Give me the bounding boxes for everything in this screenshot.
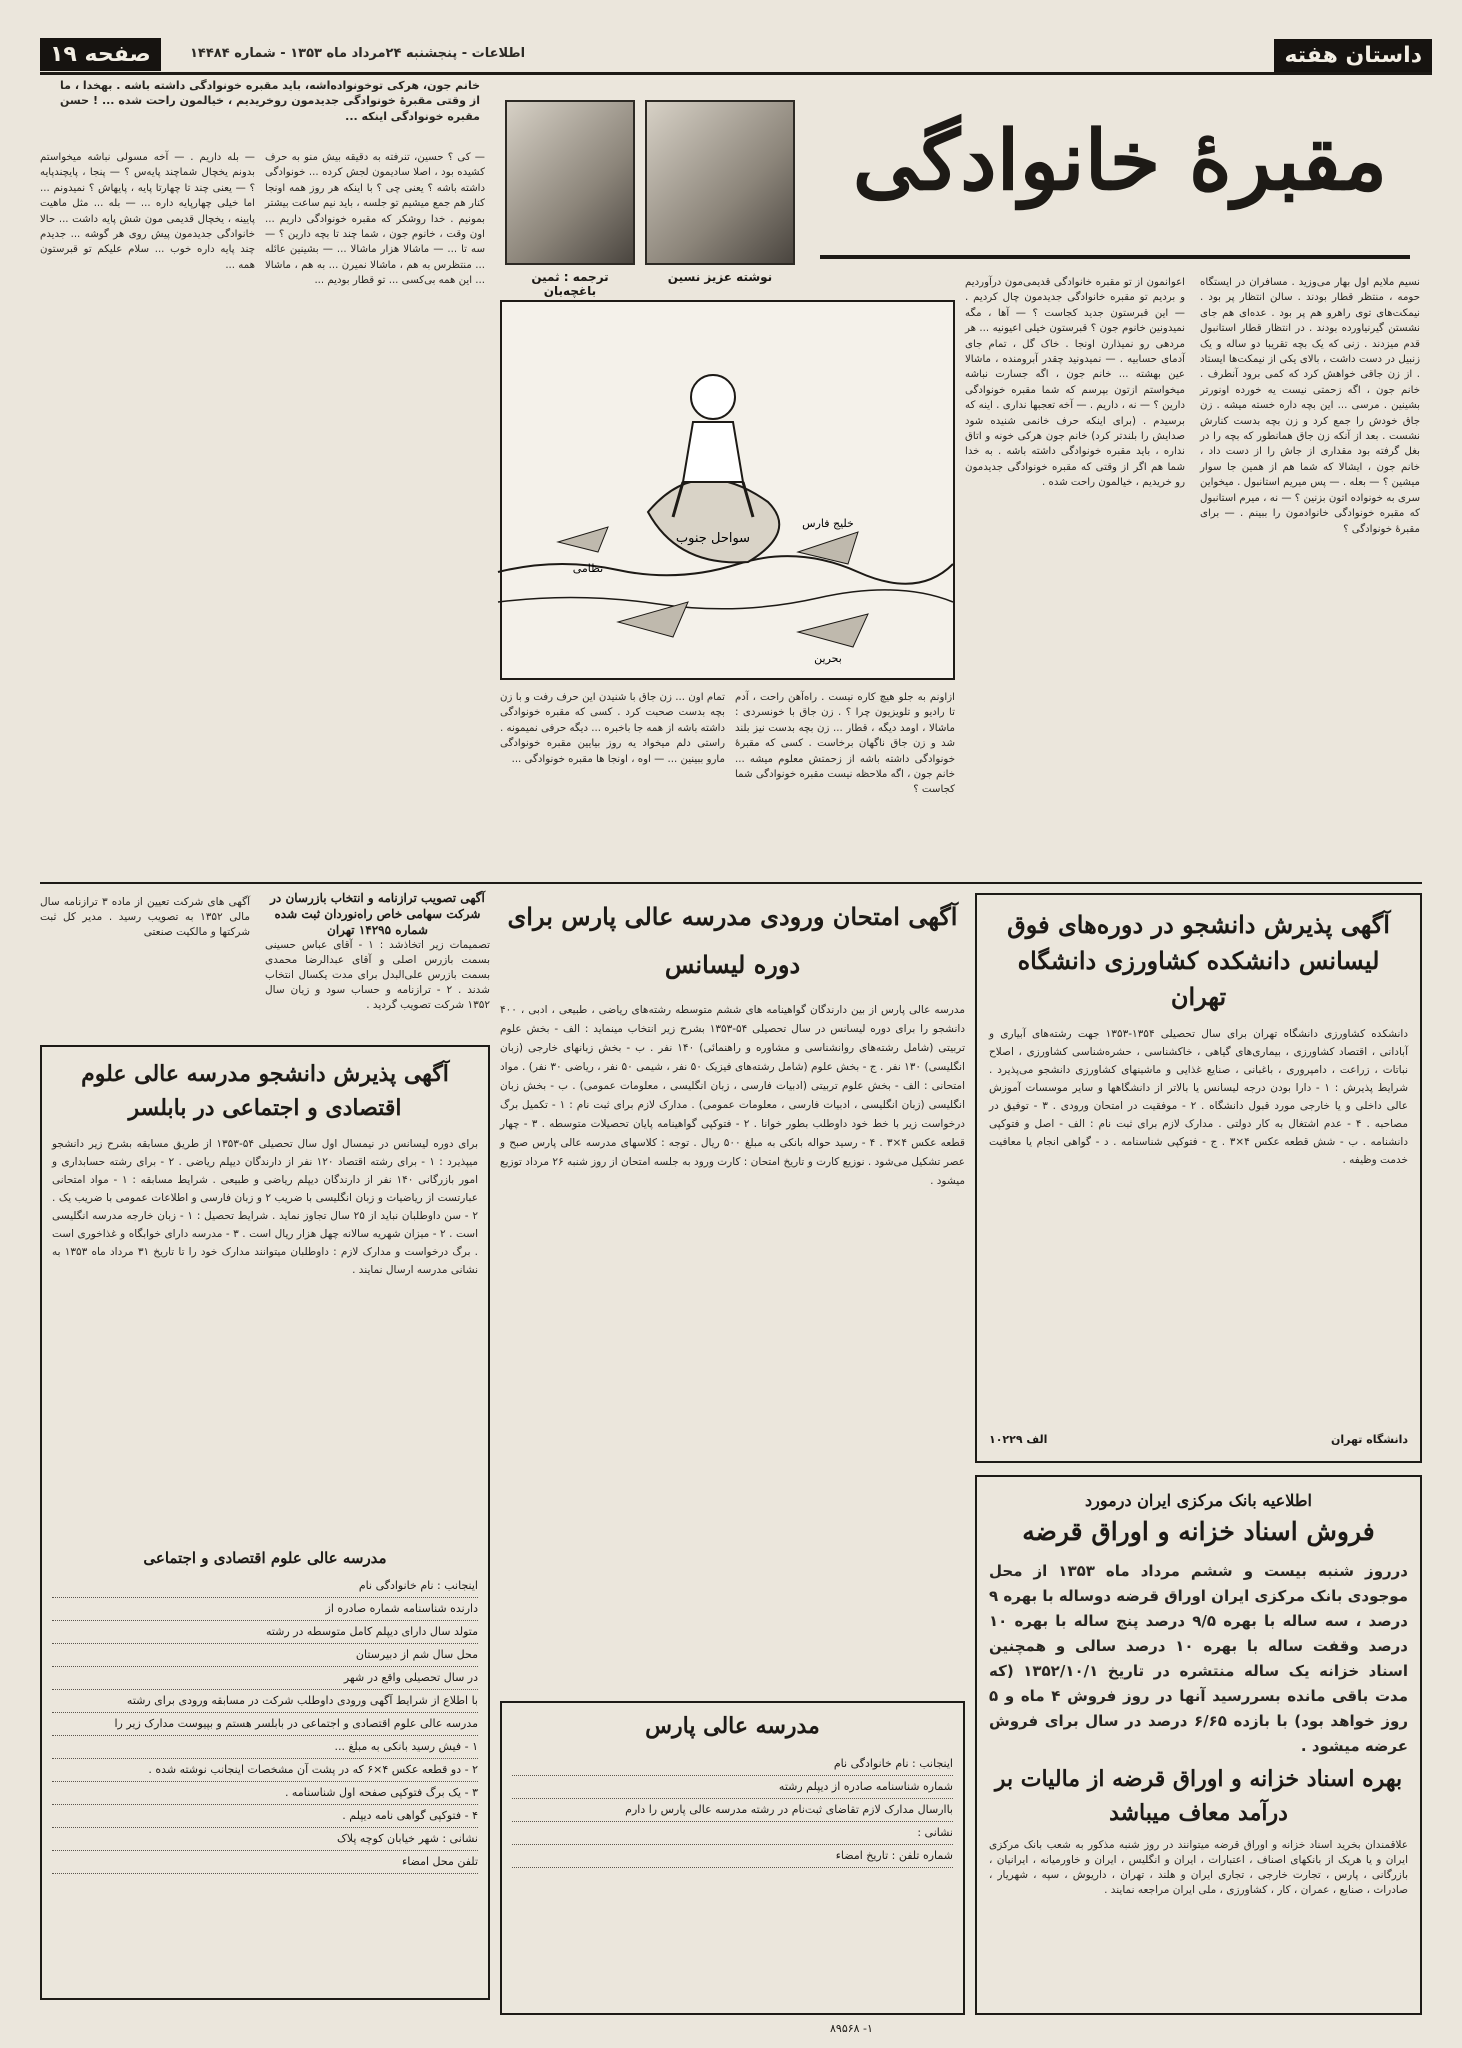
bank-ad-head: اطلاعیه بانک مرکزی ایران درمورد (1085, 1491, 1312, 1510)
page-header (40, 38, 1432, 72)
babol-ad-title: آگهی پذیرش دانشجو مدرسه عالی علوم اقتصادی و اجتماعی در بابلسر (81, 1061, 449, 1121)
bank-ad-body: درروز شنبه بیست و ششم مرداد ماه ۱۳۵۳ از محل موجودی بانک مرکزی ایران اوراق قرضه دوساله با بهره ۹ درصد ، سه ساله با بهره ۹/۵ درصد پنج ساله با بهره ۱۰ درصد وقفت ساله با بهره ۱۰ درصد سالی و همچنین اسناد خزانه یک ساله منتشره در تاریخ ۱۳۵۲/۱۰/۱ (که مدت باقی مانده بسررسید آنها در روز فروش ۴ ماه و ۵ روز خواهد بود) با بازده ۶/۶۵ درصد در سال برای فروش عرضه میشود . (989, 1562, 1408, 1755)
translator-photo (505, 100, 635, 265)
pars-form-row: شماره شناسنامه صادره از دیپلم رشته (512, 1776, 953, 1799)
babol-form-row: تلفن محل امضاء (52, 1851, 478, 1874)
story-bottom-rule (40, 882, 1422, 884)
babol-admission-ad (40, 1045, 490, 2000)
pars-ad-body: مدرسه عالی پارس از بین دارندگان گواهینامه های ششم متوسطه رشته‌های ریاضی ، طبیعی ، ادبی ، ۴۰۰ دانشجو را برای دوره لیسانس در سال تحصیلی ۵۴-۱۳۵۳ بشرح زیر انتخاب مینماید : الف - بخش علوم تربیتی (شامل رشته‌های روانشناسی و مشاوره و راهنمائی) ۱۴۰ نفر . ب - بخش زبانهای خارجی (زبان انگلیسی) ۱۳۰ نفر . ج - بخش علوم (شامل رشته‌های فیزیک ۵۰ نفر ، شیمی ۵۰ نفر ، ریاضی ۳۰ نفر) . مواد امتحانی : الف - بخش علوم تربیتی (ادبیات فارسی ، زبان انگلیسی ، معلومات عمومی) . ب - بخش زبان انگلیسی (زبان انگلیسی ، ادبیات فارسی ، معلومات عمومی) . مدارک لازم برای ثبت نام : ۱ - تکمیل برگ درخواست زیر با خط خود داوطلب بطور خوانا . ۲ - فتوکپی گواهینامه پایان تحصیلات متوسطه . ۳ - چهار قطعه عکس ۴×۳ . ۴ - رسید حواله بانکی به مبلغ ۵۰۰ ریال . توجه : کلاسهای مدرسه عالی پارس صبح و عصر تشکیل می‌شود . نوزیع کارت و تاریخ امتحان : کارت ورود به جلسه امتحان از روز شنبه ۲۶ مرداد توزیع میشود . (500, 1004, 966, 1187)
page-number: صفحه ۱۹ (40, 38, 161, 71)
story-intro: خانم جون، هرکی توخونواده‌اشه، باید مقبره خونوادگی داشته باشه . بهخدا ، ما از وقتی مقبرهٔ خونوادگی جدیدمون روخریدیم ، خیالمون راحت شده ... ! حسن مقبره خونوادگی اینکه ... (60, 79, 480, 123)
babol-form-row: ۳ - یک برگ فتوکپی صفحه اول شناسنامه . (52, 1782, 478, 1805)
babol-form-row: محل سال شم از دبیرستان (52, 1644, 478, 1667)
tehran-ad-body: دانشکده کشاورزی دانشگاه تهران برای سال تحصیلی ۱۳۵۴-۱۳۵۳ جهت رشته‌های آبیاری و آبادانی ، اقتصاد کشاورزی ، بیماری‌های گیاهی ، خاکشناسی ، حشره‌شناسی کشاورزی ، اصلاح نباتات ، زراعت ، دامپروری ، باغبانی ، صنایع غذایی و ماشینهای کشاورزی دانشجو می‌پذیرد . شرایط پذیرش : ۱ - دارا بودن درجه لیسانس یا بالاتر از دانشگاهها و سایر موسسات آموزش عالی داخلی و یا خارجی مورد قبول دانشگاه . ۲ - موفقیت در امتحان ورودی . ۳ - توفیق در مصاحبه . ۴ - عدم اشتغال به کار دولتی . مدارک لازم برای ثبت نام : الف - اصل و فتوکپی دانشنامه . ب - شش قطعه عکس ۴×۳ . ج - فتوکپی شناسنامه . د - گواهی انجام یا معافیت خدمت وظیفه . (989, 1028, 1408, 1166)
bottom-code: ۱- ۸۹۵۶۸ (830, 2022, 873, 2035)
story-column-3: — کی ؟ حسین، تنرفته به دقیقه بیش منو به حرف کشیده بود ، اصلا سادیمون لجش کرده ... خونوادگی داشته باشه ؟ یعنی چی ؟ با اینکه هر روز همه اونجا کنار هم جمع میشیم تو جلسه ، باید نیم ساعت بیشتر بمونیم . خدا روشکر که مقبره خونوادگی داریم ... اون وقت ، خانوم جون ، شما چند تا بچه دارین ؟ — سه تا ... — ماشالا هزار ماشالا ... — بشینین عائله ... منتظرس به هم ، ماشالا نمیرن ... به هم ، ماشالا ... این همه بی‌کسی ... تو قطار بودیم ... (265, 152, 485, 287)
babol-form-row: با اطلاع از شرایط آگهی ورودی داوطلب شرکت در مسابقه ورودی برای رشته (52, 1690, 478, 1713)
pars-form-title: مدرسه عالی پارس (645, 1713, 820, 1739)
babol-form-row: ۴ - فتوکپی گواهی نامه دیپلم . (52, 1805, 478, 1828)
babol-form-row: اینجانب : نام خانوادگی نام (52, 1575, 478, 1598)
pars-form-row: باارسال مدارک لازم تقاضای ثبت‌نام در رشته مدرسه عالی پارس را دارم (512, 1799, 953, 1822)
tehran-ad-sign: دانشگاه تهران (1331, 1433, 1408, 1446)
author-caption: نوشته عزیز نسین (667, 270, 773, 284)
bank-ad-title-2: بهره اسناد خزانه و اوراق قرضه از مالیات بر درآمد معاف میباشد (994, 1766, 1403, 1826)
pars-form-row: شماره تلفن : تاریخ امضاء (512, 1845, 953, 1868)
tehran-ad-ref: الف ۱۰۲۲۹ (989, 1433, 1048, 1446)
tehran-admission-ad (975, 893, 1422, 1463)
babol-form-row: مدرسه عالی علوم اقتصادی و اجتماعی در بابلسر هستم و بپیوست مدارک زیر را (52, 1713, 478, 1736)
pars-ad-title: آگهی امتحان ورودی مدرسه عالی پارس برای دوره لیسانس (507, 902, 958, 979)
babol-form-row: متولد سال دارای دیپلم کامل متوسطه در رشته (52, 1621, 478, 1644)
babol-form-row: ۲ - دو قطعه عکس ۴×۶ که در پشت آن مشخصات اینجانب نوشته شده . (52, 1759, 478, 1782)
notice-company-title: آگهی تصویب ترازنامه و انتخاب بازرسان در شرکت سهامی خاص راه‌نوردان ثبت شده شماره ۱۴۲۹۵ تهران (270, 891, 485, 937)
tehran-ad-title: آگهی پذیرش دانشجو در دوره‌های فوق لیسانس دانشکده کشاورزی دانشگاه تهران (1007, 910, 1390, 1011)
story-column-4: — بله داریم . — آخه مسولی نباشه میخواستم بدونم یخچال شماچند پایه‌س ؟ — پنجا ، پایچندپایه ؟ — یعنی چند تا چهارتا پایه ، پایهاش ؟ نمیدونم ... اما خیلی چهارپایه داره ... — بله ... مثل ماهیت پایینه ، یخچال قدیمی مون شش پایه داشت ... حالا خانوادگی جدیدمون پیش روی هر گوشه ... جدیدم چند پایه داره خوب ... سلام علیکم تو قبرستون همه ... (40, 152, 255, 271)
story-column-5: ازاونم به جلو هیچ کاره نیست . راه‌آهن راحت ، آدم تا رادیو و تلویزیون چرا ؟ . زن جاق با خونسردی : ماشالا ، اومد دیگه ، قطار ... زن بچه بدست نیز بلند شد و زن جاق ناگهان برخاست . کسی که مقبرهٔ خونوادگی داشته باشه از زحمتش معلوم میشه ... خانم جون ، اگه ملاحظه نیست مقبره خونوادگی شما کجاست ؟ (735, 692, 955, 796)
issue-meta: اطلاعات - پنجشنبه ۲۴مرداد ماه ۱۳۵۳ - شماره ۱۴۴۸۴ (190, 46, 526, 61)
babol-form-row: در سال تحصیلی واقع در شهر (52, 1667, 478, 1690)
babol-form-row: نشانی : شهر خیابان کوچه پلاک (52, 1828, 478, 1851)
story-column-1: نسیم ملایم اول بهار می‌وزید . مسافران در ایستگاه حومه ، منتظر قطار بودند . سالن انتظار پر بود . نیمکت‌های توی راهرو هم پر بود . عده‌ای هم جای نشستن گیرنیاورده بودند . در انتظار قطار استانبول قدم میزدند . زنی که یک بچه تقریبا دو ساله و یک زنبیل در دست داشت ، بالای یکی از نیمکت‌ها ایستاد . از زن جاقی خواهش کرد که کمی برود آنطرف . خانم جون ، اگه زحمتی نیست یه خورده اونورتر بشینین . مرسی ... این بچه داره خسته میشه . زن جاق خودش را جمع کرد و زن بچه بدست کنارش نشست . بعد از آنکه زن جاق همانطور که بچه را در بغل گرفته بود مقداری از جاش را از دست داد ، خانم جون ، ایشالا که شما هم از همین جا سوار میشین ؟ — بعله . — پس میریم استانبول . میخواین سری به خونواده اتون بزنین ؟ — نه ، میرم استانبول که مقبره خونوادگی خانوادمون را ببینم . — برای مقبرهٔ خونوادگی ؟ (1200, 277, 1420, 535)
translator-caption: ترجمه : ثمین باغچه‌بان (531, 270, 609, 298)
bank-ad-title: فروش اسناد خزانه و اوراق قرضه (1022, 1517, 1375, 1546)
story-column-6: تمام اون ... زن جاق با شنیدن این حرف رفت و با زن بچه بدست صحبت کرد . کسی که مقبره خونوادگی داشته باشه از همه جا باخبره ... دیگه حرفی نمیمونه . راستی دلم میخواد یه روز بیایین مقبره خونوادگی مارو ببینین ... — اوه ، اونجا ها مقبره خونوادگی ... (500, 692, 725, 765)
notice-company (265, 890, 490, 1011)
section-label: داستان هفته (1274, 39, 1432, 72)
cartoon-label: نظامی (572, 562, 604, 575)
title-rule (820, 255, 1410, 259)
pars-form-row: اینجانب : نام خانوادگی نام (512, 1753, 953, 1776)
story-column-2: اعوانمون از تو مقبره خانوادگی قدیمی‌مون درآوردیم و بردیم تو مقبره خانوادگی جدیدمون چال کردیم . — این قبرستون جدید کجاست ؟ — آها ، مگه نمیدونین خانوم جون ؟ قبرستون خیلی اعیونیه ... هر مردهی رو نمیذارن اونجا . خاک گل ، تمام جای آدمای حسابیه . — نمیدونید چقدر آبرومنده ، ماشالا عین بهشته ... خانم جون ، اگه جسارت نباشه میخواستم ازتون بپرسم که شما مقبره خونوادگی دارین ؟ — نه ، داریم . — آخه تعجبها نداری . اینه که برسیدم . (برای اینکه حرف خانمی شنیده شود صدایش را بلندتر کرد) خانم جون هرکی خونه و اتاق نداره ، باید مقبره خونوادگی داشته باشه . به خدا شما هم اگر از وقتی که مقبره خونوادگی جدیدمون رو خریدیم ، خیالمون راحت شده . (965, 277, 1185, 489)
central-bank-ad (975, 1475, 1422, 2015)
notice-company-body: تصمیمات زیر اتخاذشد : ۱ - آقای عباس حسینی بسمت بازرس اصلی و آقای عبدالرضا محمدی بسمت بازرس علی‌البدل برای مدت یکسال انتخاب شدند . ۲ - ترازنامه و حساب سود و زیان سال ۱۳۵۲ شرکت تصویب گردید . (265, 939, 490, 1011)
pars-form-row: نشانی : (512, 1822, 953, 1845)
babol-form-row: دارنده شناسنامه شماره صادره از (52, 1598, 478, 1621)
story-title: مقبرهٔ خانوادگی (852, 113, 1388, 209)
babol-ad-body: برای دوره لیسانس در نیمسال اول سال تحصیلی ۵۴-۱۳۵۳ از طریق مسابقه بشرح زیر دانشجو میپذیرد : ۱ - برای رشته اقتصاد ۱۲۰ نفر از دارندگان دیپلم ریاضی . ۲ - برای رشته حسابداری و امور بازرگانی ۱۴۰ نفر از دارندگان دیپلم ریاضی و طبیعی . شرایط مسابقه : ۱ - مواد امتحانی عبارتست از ریاضیات و زبان انگلیسی با ضریب ۲ و زبان فارسی و اطلاعات عمومی با ضریب یک . ۲ - سن داوطلبان نباید از ۲۵ سال تجاوز نماید . شرایط تحصیل : ۱ - زبان خارجه مدرسه انگلیسی است . ۲ - میزان شهریه سالانه چهل هزار ریال است . ۳ - مدرسه دارای خوابگاه و غذاخوری است . برگ درخواست و مدارک لازم : داوطلبان میتوانند مدارک خود را تا تاریخ ۳۱ مرداد ماه ۱۳۵۳ به نشانی مدرسه ارسال نمایند . (52, 1138, 479, 1276)
bank-ad-footer: علاقمندان بخرید اسناد خزانه و اوراق قرضه میتوانند در روز شنبه مذکور به شعب بانک مرکزی ایران و یا هریک از بانکهای اصناف ، اعتبارات ، ایران و انگلیس ، ایران و خاورمیانه ، ایرانیان ، بازرگانی ، پارس ، تجارت خارجی ، تجاری ایران و هلند ، تهران ، داریوش ، سپه ، شهریار ، صادرات ، صنایع ، عمران ، کار ، کشاورزی ، ملی ایران مراجعه نمایند . (989, 1839, 1408, 1896)
cartoon-label: خلیج فارس (802, 517, 854, 530)
cartoon-drawing (498, 302, 953, 682)
babol-form-row: ۱ - فیش رسید بانکی به مبلغ ... (52, 1736, 478, 1759)
cartoon (500, 300, 955, 680)
author-photo (645, 100, 795, 265)
cartoon-label: بحرین (814, 652, 842, 665)
pars-admission-ad (500, 893, 965, 2018)
notice-registry: آگهی های شرکت تعیین از ماده ۳ ترازنامه سال مالی ۱۳۵۲ به تصویب رسید . مدیر کل ثبت شرکتها و مالکیت صنعتی (40, 896, 250, 938)
header-rule (40, 72, 1432, 75)
pars-form (500, 1701, 965, 2015)
babol-form-title: مدرسه عالی علوم اقتصادی و اجتماعی (143, 1549, 387, 1567)
cartoon-label: سواحل جنوب (675, 531, 751, 546)
